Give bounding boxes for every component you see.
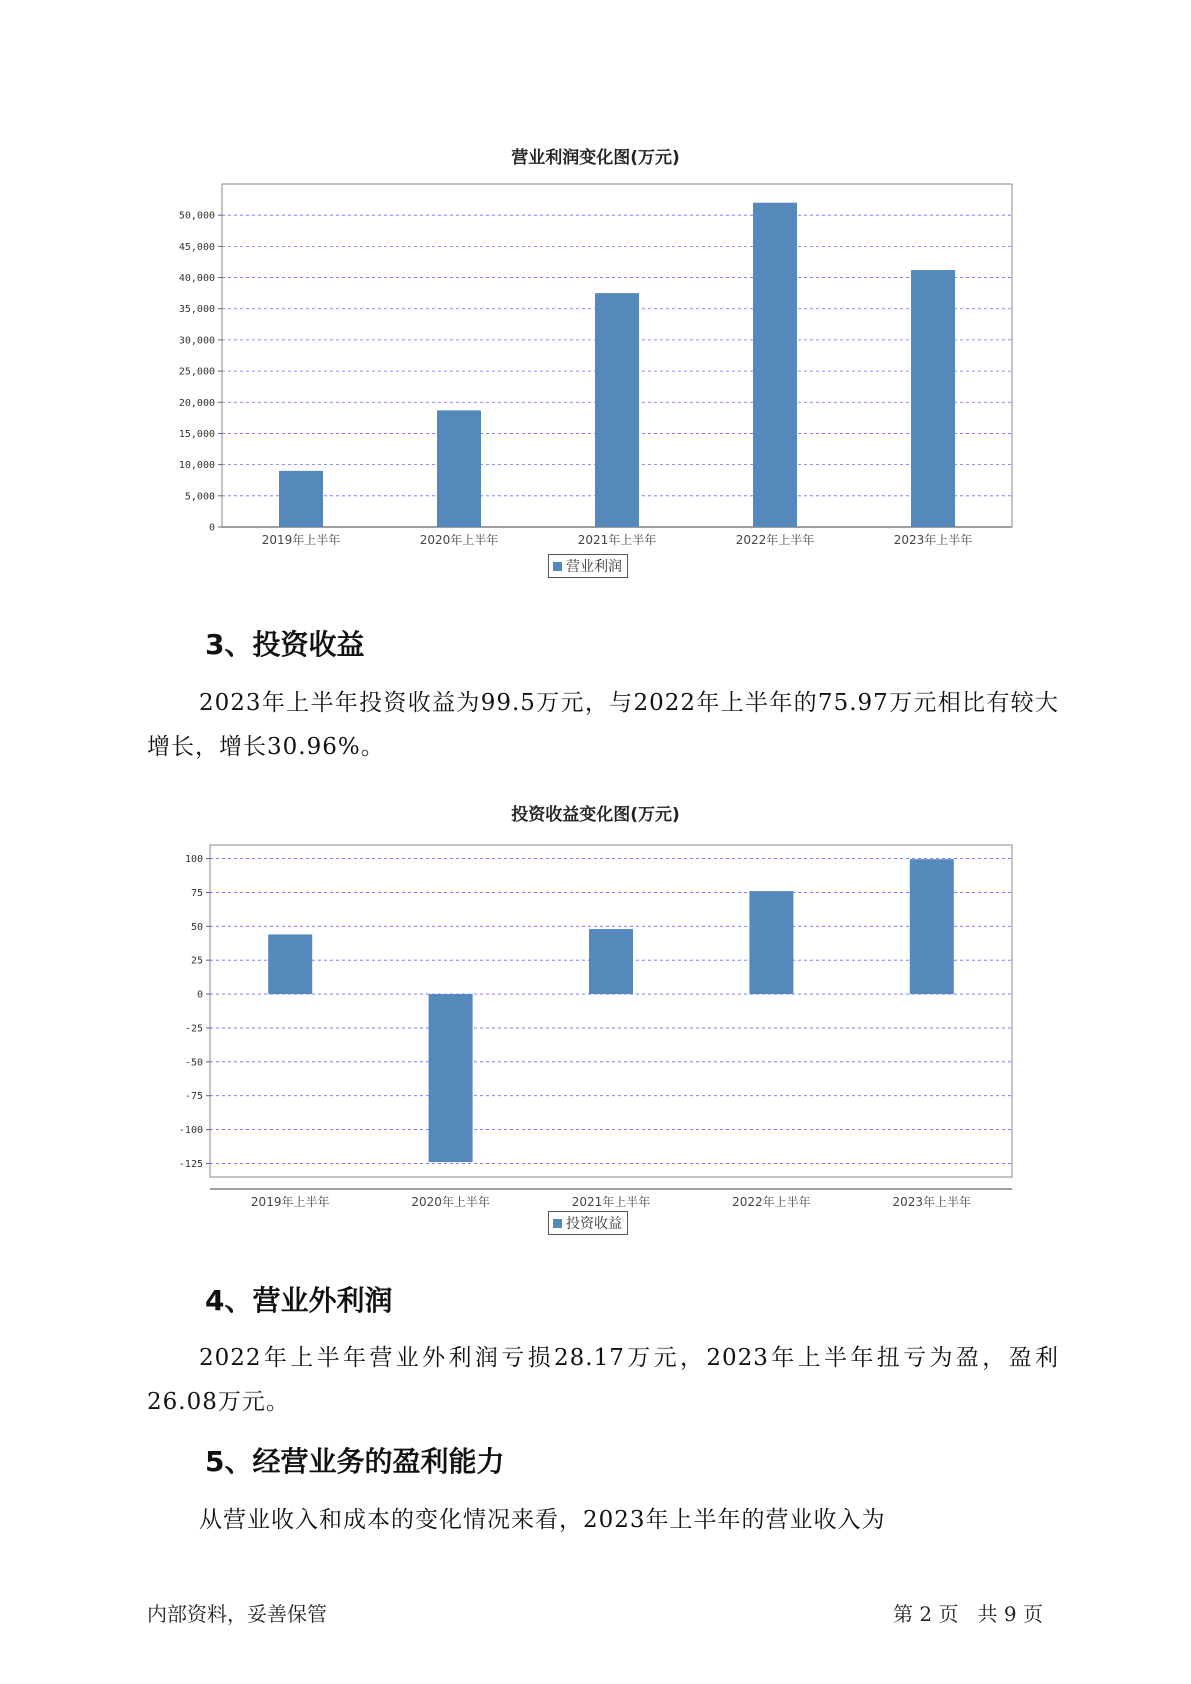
section4-heading: 4、营业外利润 <box>205 1284 393 1317</box>
y-tick-label: 10,000 <box>178 460 215 472</box>
bar <box>429 994 473 1162</box>
y-tick-label: 40,000 <box>178 273 215 285</box>
x-tick-label: 2022年上半年 <box>735 533 815 547</box>
y-tick-label: -100 <box>178 1125 203 1137</box>
footer-left: 内部资料，妥善保管 <box>147 1602 327 1626</box>
bar <box>268 934 312 994</box>
y-tick-label: 0 <box>196 989 203 1001</box>
y-tick-label: -25 <box>184 1023 203 1035</box>
x-tick-label: 2023年上半年 <box>892 1195 972 1209</box>
section5-heading: 5、经营业务的盈利能力 <box>205 1445 505 1478</box>
x-tick-label: 2023年上半年 <box>893 533 973 547</box>
y-tick-label: 20,000 <box>178 397 215 409</box>
legend-swatch-icon <box>553 1219 562 1228</box>
chart2-legend-label: 投资收益 <box>566 1216 622 1232</box>
section3-paragraph: 2023年上半年投资收益为99.5万元，与2022年上半年的75.97万元相比有较大增长，增长30.96%。 <box>147 690 1059 760</box>
bar <box>749 891 793 994</box>
y-tick-label: 45,000 <box>178 241 215 253</box>
y-tick-label: 100 <box>184 854 203 866</box>
y-tick-label: 75 <box>190 887 203 899</box>
chart1-legend-label: 营业利润 <box>566 559 622 575</box>
y-tick-label: 50,000 <box>178 210 215 222</box>
section3-heading: 3、投资收益 <box>205 628 365 661</box>
section4-paragraph: 2022年上半年营业外利润亏损28.17万元，2023年上半年扭亏为盈，盈利26.08万元。 <box>147 1345 1059 1415</box>
x-tick-label: 2019年上半年 <box>250 1195 330 1209</box>
chart2-legend <box>548 1211 628 1235</box>
y-tick-label: 15,000 <box>178 428 215 440</box>
section5-paragraph: 从营业收入和成本的变化情况来看，2023年上半年的营业收入为 <box>199 1507 886 1533</box>
x-tick-label: 2021年上半年 <box>571 1195 651 1209</box>
chart1-title: 营业利润变化图(万元) <box>511 148 680 168</box>
y-tick-label: -125 <box>178 1158 203 1170</box>
plot-area <box>210 845 1012 1177</box>
y-tick-label: -75 <box>184 1091 203 1103</box>
y-tick-label: 35,000 <box>178 304 215 316</box>
y-tick-label: 30,000 <box>178 335 215 347</box>
y-tick-label: -50 <box>184 1057 203 1069</box>
x-tick-label: 2020年上半年 <box>411 1195 490 1209</box>
footer-page-number: 第 2 页 共 9 页 <box>893 1602 1043 1626</box>
chart2-title: 投资收益变化图(万元) <box>511 805 680 825</box>
x-tick-label: 2020年上半年 <box>419 533 499 547</box>
bar <box>589 929 633 994</box>
y-tick-label: 50 <box>190 921 203 933</box>
x-tick-label: 2019年上半年 <box>261 533 341 547</box>
x-tick-label: 2022年上半年 <box>732 1195 811 1209</box>
y-tick-label: 0 <box>208 522 215 534</box>
bar <box>910 859 954 994</box>
y-tick-label: 25,000 <box>178 366 215 378</box>
y-tick-label: 25 <box>190 955 203 967</box>
y-tick-label: 5,000 <box>184 491 215 503</box>
x-tick-label: 2021年上半年 <box>577 533 657 547</box>
